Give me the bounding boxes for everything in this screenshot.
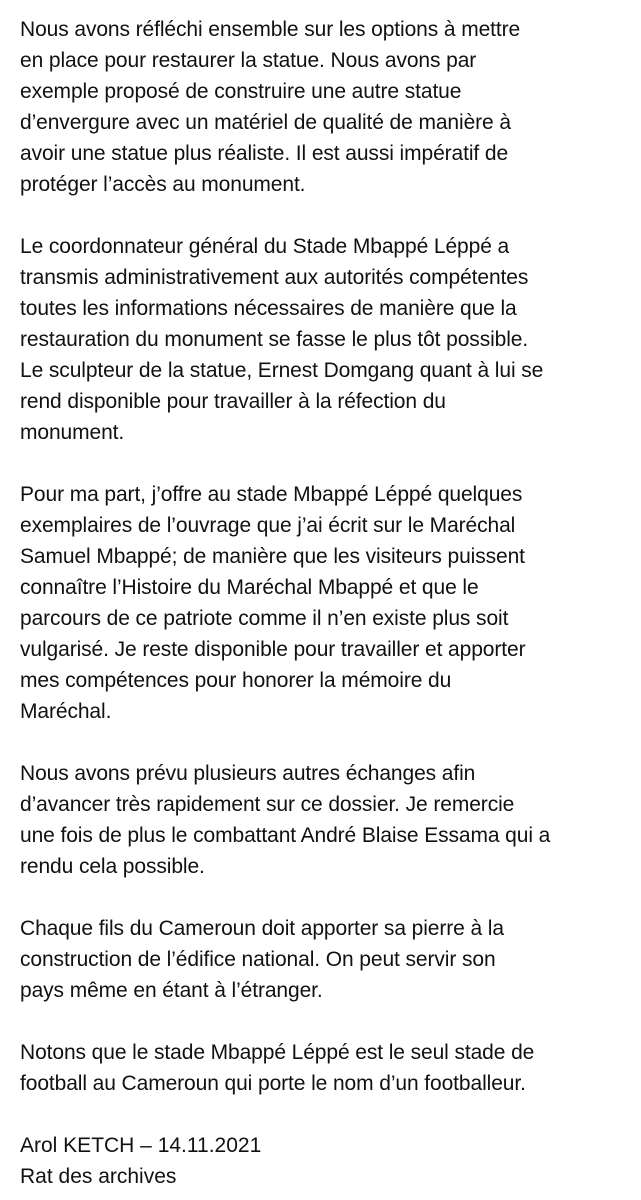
paragraph <box>20 758 623 882</box>
paragraph-line: en place pour restaurer la statue. Nous avons par <box>20 49 477 72</box>
paragraph-line: Notons que le stade Mbappé Léppé est le seul stade de <box>20 1041 535 1064</box>
paragraph-line: pays même en étant à l’étranger. <box>20 979 323 1002</box>
paragraph-line: exemplaires de l’ouvrage que j’ai écrit sur le Maréchal <box>20 514 516 537</box>
paragraph-line: exemple proposé de construire une autre statue <box>20 80 462 103</box>
paragraph-line: rend disponible pour travailler à la réfection du <box>20 390 446 413</box>
paragraph-line: protéger l’accès au monument. <box>20 173 306 196</box>
paragraph-line: transmis administrativement aux autorités compétentes <box>20 266 529 289</box>
paragraph-line: Maréchal. <box>20 700 112 723</box>
paragraph-line: avoir une statue plus réaliste. Il est aussi impératif de <box>20 142 509 165</box>
paragraph-line: Chaque fils du Cameroun doit apporter sa pierre à la <box>20 917 504 940</box>
paragraph-line: Pour ma part, j’offre au stade Mbappé Léppé quelques <box>20 483 523 506</box>
paragraph <box>20 479 623 727</box>
paragraph-line: une fois de plus le combattant André Blaise Essama qui a <box>20 824 551 847</box>
paragraph <box>20 231 623 448</box>
signature-author-date: Arol KETCH – 14.11.2021 <box>20 1134 262 1157</box>
paragraph-line: d’envergure avec un matériel de qualité de manière à <box>20 111 511 134</box>
paragraph-line: Le coordonnateur général du Stade Mbappé Léppé a <box>20 235 510 258</box>
paragraph-line: construction de l’édifice national. On peut servir son <box>20 948 496 971</box>
paragraph-line: d’avancer très rapidement sur ce dossier. Je remercie <box>20 793 515 816</box>
signature-block <box>20 1130 623 1192</box>
paragraph-line: rendu cela possible. <box>20 855 205 878</box>
paragraph <box>20 1037 623 1099</box>
paragraph-line: parcours de ce patriote comme il n’en existe plus soit <box>20 607 509 630</box>
paragraph-line: monument. <box>20 421 125 444</box>
signature-subtitle: Rat des archives <box>20 1165 177 1188</box>
paragraph-line: vulgarisé. Je reste disponible pour travailler et apporter <box>20 638 526 661</box>
paragraph-line: restauration du monument se fasse le plus tôt possible. <box>20 328 529 351</box>
paragraph-line: Le sculpteur de la statue, Ernest Domgang quant à lui se <box>20 359 544 382</box>
paragraph <box>20 14 623 200</box>
article-body <box>20 14 623 1099</box>
paragraph-line: Nous avons réfléchi ensemble sur les options à mettre <box>20 18 521 41</box>
paragraph-line: football au Cameroun qui porte le nom d’un footballeur. <box>20 1072 526 1095</box>
paragraph-line: mes compétences pour honorer la mémoire du <box>20 669 452 692</box>
paragraph-line: Nous avons prévu plusieurs autres échanges afin <box>20 762 476 785</box>
paragraph <box>20 913 623 1006</box>
paragraph-line: connaître l’Histoire du Maréchal Mbappé et que le <box>20 576 479 599</box>
paragraph-line: toutes les informations nécessaires de manière que la <box>20 297 517 320</box>
paragraph-line: Samuel Mbappé; de manière que les visiteurs puissent <box>20 545 525 568</box>
